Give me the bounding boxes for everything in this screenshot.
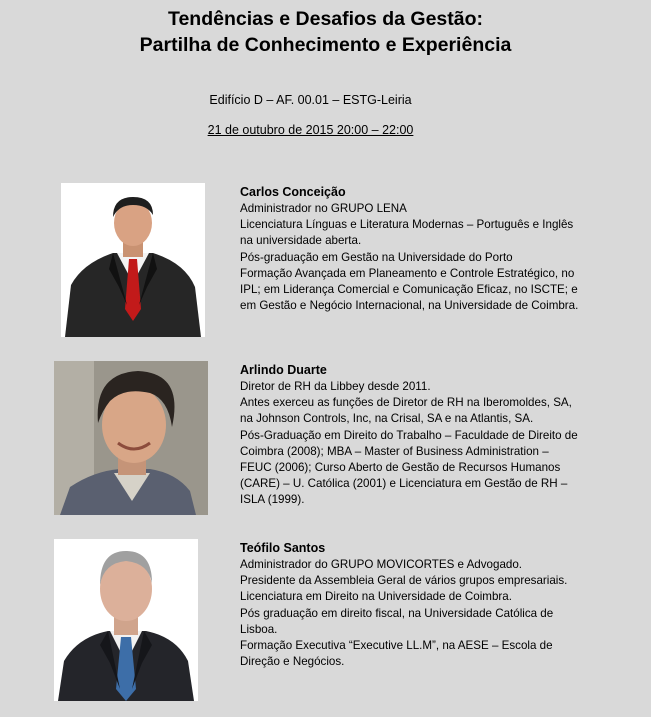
bio-line: Licenciatura Línguas e Literatura Modernas – Português e Inglês na universidade aberta. [240, 218, 574, 248]
bio-line: Pós-graduação em Gestão na Universidade do Porto [240, 250, 513, 264]
bio-line: Presidente da Assembleia Geral de vários grupos empresariais. [240, 574, 568, 588]
speaker-photo [54, 361, 208, 515]
speaker-photo [61, 183, 205, 337]
page-title [0, 6, 651, 58]
speaker-name: Arlindo Duarte [240, 363, 327, 377]
bio-line: Diretor de RH da Libbey desde 2011. [240, 380, 431, 393]
bio-line: Antes exerceu as funções de Diretor de RH na Iberomoldes, SA, na Johnson Controls, Inc, na Crisal, SA e na Atlantis, SA. [240, 396, 572, 426]
bio-line: Pós graduação em direito fiscal, na Universidade Católica de Lisboa. [240, 606, 554, 636]
speaker-photo [54, 539, 198, 701]
title-line-1: Tendências e Desafios da Gestão: [168, 8, 483, 30]
event-venue: Edifício D – AF. 00.01 – ESTG-Leiria [209, 93, 412, 107]
bio-line: Formação Avançada em Planeamento e Controle Estratégico, no IPL; em Liderança Comercial e Comunicação Eficaz, no ISCTE; e em Gestão e Negócio Internacional, na Universidade de Coimbra. [240, 266, 579, 313]
speaker-name: Carlos Conceição [240, 185, 346, 199]
bio-line: Pós-Graduação em Direito do Trabalho – Faculdade de Direito de Coimbra (2008); MBA – Master of Business Administration – FEUC (2006); Curso Aberto de Gestão de Recursos Humanos (CARE) – U. Católica (2001) e Licenciatura em Gestão de RH – ISLA (1999). [240, 428, 578, 507]
speaker-bio [240, 362, 580, 509]
speaker-bio [240, 184, 580, 314]
bio-line: Administrador do GRUPO MOVICORTES e Advogado. [240, 558, 523, 571]
speaker-bio [240, 540, 580, 670]
bio-line: Formação Executiva “Executive LL.M”, na AESE – Escola de Direção e Negócios. [240, 639, 553, 669]
event-date: 21 de outubro de 2015 20:00 – 22:00 [207, 123, 414, 137]
title-line-2: Partilha de Conhecimento e Experiência [139, 34, 512, 56]
bio-line: Licenciatura em Direito na Universidade de Coimbra. [240, 590, 512, 604]
speaker-name: Teófilo Santos [240, 541, 326, 555]
bio-line: Administrador no GRUPO LENA [240, 202, 407, 215]
